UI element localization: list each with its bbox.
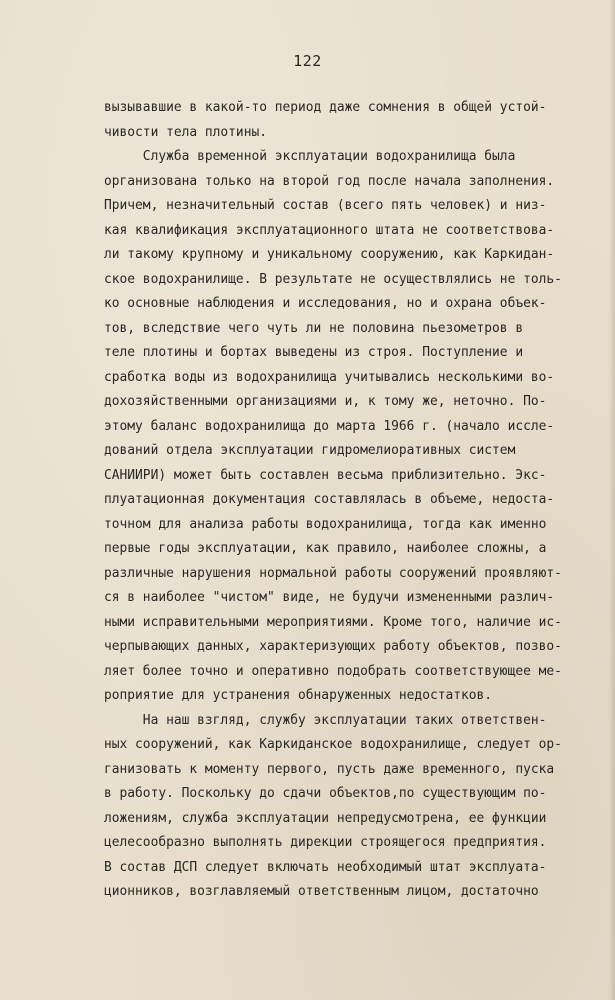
text-line: ганизовать к моменту первого, пусть даже временного, пуска xyxy=(104,761,555,777)
text-line: Причем, незначительный состав (всего пять человек) и низ- xyxy=(104,198,547,213)
page-number: 122 xyxy=(293,52,322,70)
text-line: ложениям, служба эксплуатации непредусмотрена, ее функции xyxy=(104,810,547,826)
text-line: Служба временной эксплуатации водохранилища была xyxy=(104,149,516,164)
text-line: ляет более точно и оперативно подобрать соответствующее ме- xyxy=(104,663,562,679)
body-text xyxy=(104,96,564,905)
text-line: целесообразно выполнять дирекции строящегося предприятия. xyxy=(104,835,547,850)
text-line: кая квалификация эксплуатационного штата не соответствова- xyxy=(104,222,555,238)
text-line: ли такому крупному и уникальному сооружению, как Каркидан- xyxy=(104,247,555,262)
text-line: ных сооружений, как Каркиданское водохранилище, следует ор- xyxy=(104,737,562,752)
text-line: вызывавшие в какой-то период даже сомнения в общей устой- xyxy=(104,100,547,115)
text-line: сработка воды из водохранилища учитывались несколькими во- xyxy=(104,369,555,385)
text-line: На наш взгляд, службу эксплуатации таких ответствен- xyxy=(104,712,547,728)
text-line: дохозяйственными организациями и, к тому же, неточно. По- xyxy=(104,394,547,409)
text-line: ское водохранилище. В результате не осуществлялись не толь- xyxy=(104,271,562,287)
text-line: роприятие для устранения обнаруженных недостатков. xyxy=(104,688,493,703)
text-line: ко основные наблюдения и исследования, но и охрана объек- xyxy=(104,296,547,311)
text-line: САНИИРИ) может быть составлен весьма приблизительно. Экс- xyxy=(104,467,547,483)
text-line: организована только на второй год после начала заполнения. xyxy=(104,173,555,189)
text-line: этому баланс водохранилища до марта 1966 г. (начало иссле- xyxy=(104,418,555,434)
text-line: плуатационная документация составлялась в объеме, недоста- xyxy=(104,492,555,507)
text-line: различные нарушения нормальной работы сооружений проявляют- xyxy=(104,565,562,581)
text-line: чивости тела плотины. xyxy=(104,124,267,140)
text-line: дований отдела эксплуатации гидромелиоративных систем xyxy=(104,443,516,458)
text-line: ционников, возглавляемый ответственным лицом, достаточно xyxy=(104,884,539,899)
text-line: теле плотины и бортах выведены из строя. Поступление и xyxy=(104,345,524,360)
text-line: тов, вследствие чего чуть ли не половина пьезометров в xyxy=(104,320,524,336)
text-line: точном для анализа работы водохранилища, тогда как именно xyxy=(104,516,547,532)
text-line: черпывающих данных, характеризующих работу объектов, позво- xyxy=(104,639,562,654)
text-line: ся в наиболее "чистом" виде, не будучи измененными различ- xyxy=(104,590,555,605)
text-line: ными исправительными мероприятиями. Кроме того, наличие ис- xyxy=(104,614,562,630)
page-edge-shadow xyxy=(609,0,615,1000)
text-line: в работу. Поскольку до сдачи объектов,по существующим по- xyxy=(104,786,547,801)
text-line: В состав ДСП следует включать необходимый штат эксплуата- xyxy=(104,859,547,875)
text-line: первые годы эксплуатации, как правило, наиболее сложны, а xyxy=(104,541,547,556)
